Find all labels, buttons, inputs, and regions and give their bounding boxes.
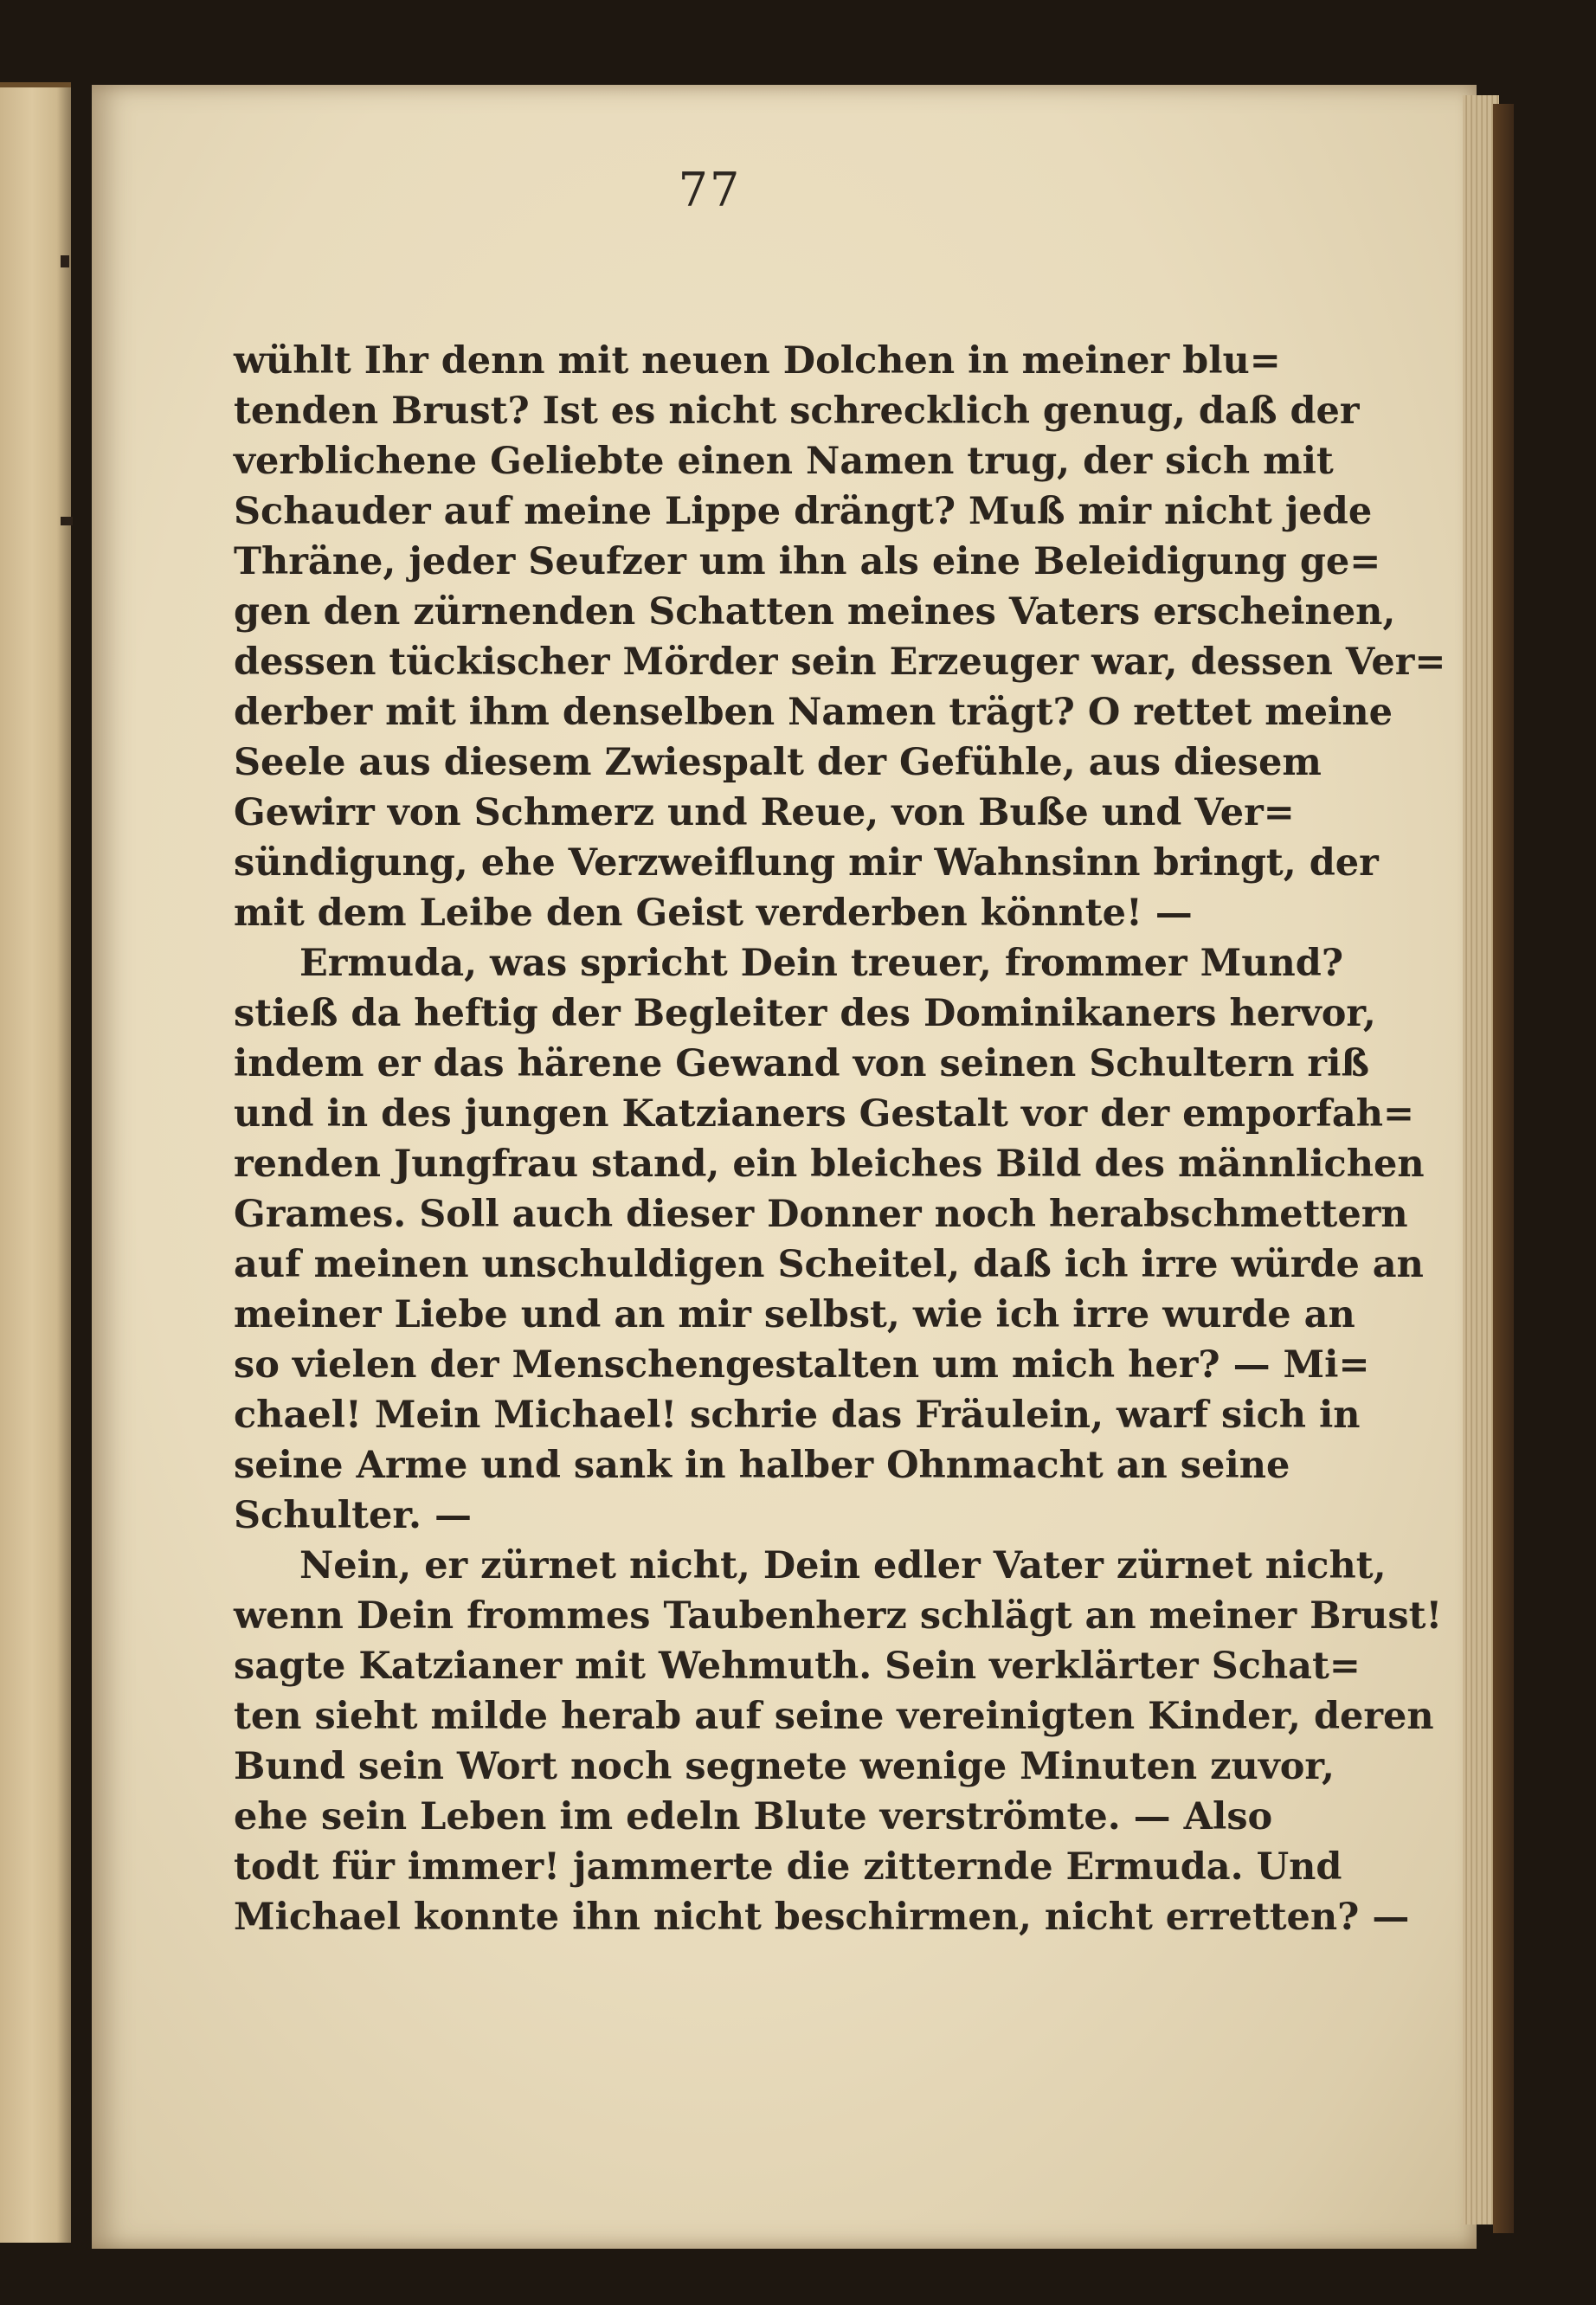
text-line: ten sieht milde herab auf seine vereinigten Kinder, deren (234, 1695, 1434, 1738)
text-line: indem er das härene Gewand von seinen Schultern riß (234, 1042, 1370, 1085)
page-number: 77 (678, 163, 742, 217)
text-line: und in des jungen Katzianers Gestalt vor der emporfah= (234, 1092, 1415, 1136)
text-line: sagte Katzianer mit Wehmuth. Sein verklärter Schat= (234, 1645, 1361, 1688)
text-line: derber mit ihm denselben Namen trägt? O rettet meine (234, 691, 1393, 734)
text-line: ehe sein Leben im edeln Blute verströmte. — Also (234, 1795, 1273, 1838)
text-line: dessen tückischer Mörder sein Erzeuger war, dessen Ver= (234, 641, 1446, 684)
text-line: wühlt Ihr denn mit neuen Dolchen in meiner blu= (234, 339, 1281, 383)
text-line: renden Jungfrau stand, ein bleiches Bild des männlichen (234, 1143, 1425, 1186)
text-line: Seele aus diesem Zwiespalt der Gefühle, aus diesem (234, 741, 1322, 784)
text-line: Thräne, jeder Seufzer um ihn als eine Beleidigung ge= (234, 540, 1381, 583)
text-line: verblichene Geliebte einen Namen trug, der sich mit (234, 440, 1334, 483)
left-page-edge (0, 82, 71, 2243)
text-line: stieß da heftig der Begleiter des Dominikaners hervor, (234, 992, 1376, 1035)
text-line: Ermuda, was spricht Dein treuer, frommer Mund? (299, 942, 1344, 985)
text-line: chael! Mein Michael! schrie das Fräulein, warf sich in (234, 1394, 1361, 1437)
text-line: Nein, er zürnet nicht, Dein edler Vater zürnet nicht, (299, 1544, 1387, 1587)
text-line: mit dem Leibe den Geist verderben könnte! — (234, 892, 1193, 935)
text-line: Bund sein Wort noch segnete wenige Minuten zuvor, (234, 1745, 1335, 1788)
body-text (234, 336, 1446, 1942)
text-line: tenden Brust? Ist es nicht schrecklich genug, daß der (234, 390, 1360, 433)
text-line: seine Arme und sank in halber Ohnmacht an seine (234, 1444, 1290, 1487)
text-line: Schauder auf meine Lippe drängt? Muß mir nicht jede (234, 490, 1373, 533)
text-line: gen den zürnenden Schatten meines Vaters erscheinen, (234, 590, 1396, 634)
text-line: todt für immer! jammerte die zitternde Ermuda. Und (234, 1845, 1342, 1889)
text-line: wenn Dein frommes Taubenherz schlägt an meiner Brust! (234, 1594, 1443, 1638)
text-line: Michael konnte ihn nicht beschirmen, nicht erretten? — (234, 1896, 1410, 1939)
text-line: Grames. Soll auch dieser Donner noch herabschmettern (234, 1193, 1408, 1236)
text-line: Schulter. — (234, 1494, 472, 1537)
text-line: so vielen der Menschengestalten um mich her? — Mi= (234, 1343, 1370, 1387)
book-cover-edge (1493, 104, 1514, 2233)
text-line: sündigung, ehe Verzweiflung mir Wahnsinn bringt, der (234, 841, 1379, 885)
text-line: Gewirr von Schmerz und Reue, von Buße und Ver= (234, 791, 1295, 834)
text-line: meiner Liebe und an mir selbst, wie ich irre wurde an (234, 1293, 1355, 1336)
page-mark (61, 517, 73, 525)
text-line: auf meinen unschuldigen Scheitel, daß ich irre würde an (234, 1243, 1424, 1286)
page-mark (61, 255, 69, 267)
